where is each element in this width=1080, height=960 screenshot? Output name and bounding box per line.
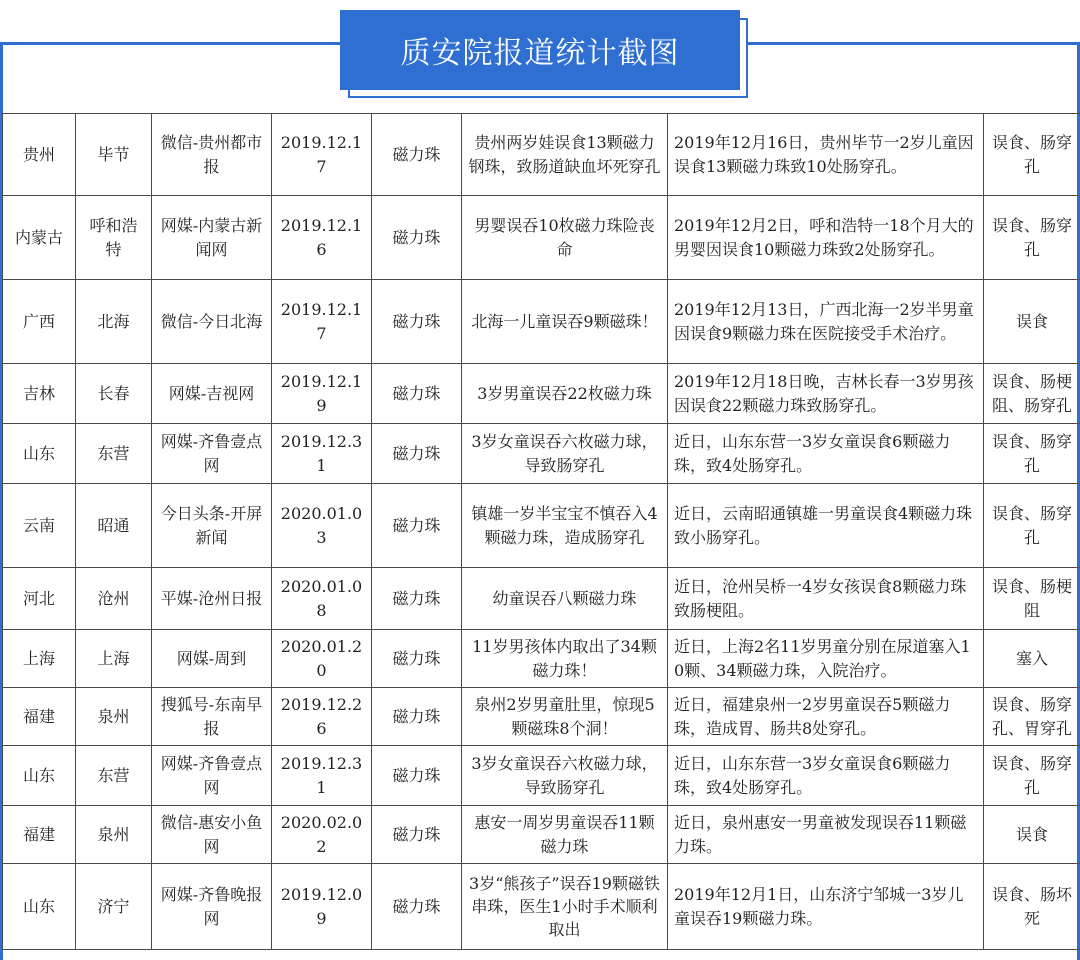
city-cell: 沧州 <box>76 568 152 630</box>
summary-cell: 2019年12月1日，山东济宁邹城一3岁儿童误吞19颗磁力珠。 <box>668 864 984 950</box>
page-title: 质安院报道统计截图 <box>340 10 740 90</box>
table-row <box>3 484 1080 568</box>
city-cell: 泉州 <box>76 806 152 864</box>
headline-cell: 3岁女童误吞六枚磁力球，导致肠穿孔 <box>462 746 668 806</box>
item-cell: 磁力珠 <box>372 484 462 568</box>
source-cell: 网媒-周到 <box>152 630 272 688</box>
category-cell: 误食、肠穿孔 <box>984 484 1080 568</box>
source-cell: 网媒-齐鲁壹点网 <box>152 424 272 484</box>
city-cell: 东营 <box>76 424 152 484</box>
summary-cell: 近日，泉州惠安一男童被发现误吞11颗磁力珠。 <box>668 806 984 864</box>
table-body <box>3 114 1080 950</box>
summary-cell: 近日，福建泉州一2岁男童误吞5颗磁力珠，造成胃、肠共8处穿孔。 <box>668 688 984 746</box>
table-row <box>3 114 1080 196</box>
province-cell: 山东 <box>3 746 76 806</box>
category-cell: 塞入 <box>984 630 1080 688</box>
summary-cell: 近日，沧州吴桥一4岁女孩误食8颗磁力珠致肠梗阻。 <box>668 568 984 630</box>
headline-cell: 3岁“熊孩子”误吞19颗磁铁串珠，医生1小时手术顺利取出 <box>462 864 668 950</box>
category-cell: 误食、肠梗阻、肠穿孔 <box>984 364 1080 424</box>
city-cell: 长春 <box>76 364 152 424</box>
province-cell: 贵州 <box>3 114 76 196</box>
city-cell: 昭通 <box>76 484 152 568</box>
item-cell: 磁力珠 <box>372 864 462 950</box>
item-cell: 磁力珠 <box>372 688 462 746</box>
province-cell: 福建 <box>3 806 76 864</box>
city-cell: 北海 <box>76 280 152 364</box>
province-cell: 福建 <box>3 688 76 746</box>
source-cell: 微信-惠安小鱼网 <box>152 806 272 864</box>
source-cell: 网媒-吉视网 <box>152 364 272 424</box>
headline-cell: 11岁男孩体内取出了34颗磁力珠！ <box>462 630 668 688</box>
source-cell: 平媒-沧州日报 <box>152 568 272 630</box>
source-cell: 网媒-齐鲁壹点网 <box>152 746 272 806</box>
category-cell: 误食、肠穿孔 <box>984 196 1080 280</box>
summary-cell: 近日，上海2名11岁男童分别在尿道塞入10颗、34颗磁力珠，入院治疗。 <box>668 630 984 688</box>
category-cell: 误食、肠坏死 <box>984 864 1080 950</box>
headline-cell: 贵州两岁娃误食13颗磁力钢珠，致肠道缺血坏死穿孔 <box>462 114 668 196</box>
source-cell: 微信-贵州都市报 <box>152 114 272 196</box>
table-row <box>3 806 1080 864</box>
headline-cell: 镇雄一岁半宝宝不慎吞入4颗磁力珠，造成肠穿孔 <box>462 484 668 568</box>
item-cell: 磁力珠 <box>372 630 462 688</box>
headline-cell: 3岁女童误吞六枚磁力球，导致肠穿孔 <box>462 424 668 484</box>
category-cell: 误食、肠穿孔 <box>984 114 1080 196</box>
table-row <box>3 424 1080 484</box>
category-cell: 误食、肠穿孔 <box>984 746 1080 806</box>
table-row <box>3 746 1080 806</box>
province-cell: 云南 <box>3 484 76 568</box>
date-cell: 2020.01.08 <box>272 568 372 630</box>
table-row <box>3 864 1080 950</box>
headline-cell: 北海一儿童误吞9颗磁珠！ <box>462 280 668 364</box>
date-cell: 2019.12.16 <box>272 196 372 280</box>
city-cell: 泉州 <box>76 688 152 746</box>
date-cell: 2019.12.17 <box>272 280 372 364</box>
summary-cell: 2019年12月13日，广西北海一2岁半男童因误食9颗磁力珠在医院接受手术治疗。 <box>668 280 984 364</box>
city-cell: 济宁 <box>76 864 152 950</box>
headline-cell: 幼童误吞八颗磁力珠 <box>462 568 668 630</box>
summary-cell: 2019年12月16日，贵州毕节一2岁儿童因误食13颗磁力珠致10处肠穿孔。 <box>668 114 984 196</box>
date-cell: 2019.12.31 <box>272 746 372 806</box>
summary-cell: 近日，云南昭通镇雄一男童误食4颗磁力珠致小肠穿孔。 <box>668 484 984 568</box>
category-cell: 误食 <box>984 280 1080 364</box>
source-cell: 网媒-齐鲁晚报网 <box>152 864 272 950</box>
table-row <box>3 280 1080 364</box>
headline-cell: 3岁男童误吞22枚磁力珠 <box>462 364 668 424</box>
summary-cell: 2019年12月18日晚，吉林长春一3岁男孩因误食22颗磁力珠致肠穿孔。 <box>668 364 984 424</box>
table-row <box>3 196 1080 280</box>
item-cell: 磁力珠 <box>372 114 462 196</box>
city-cell: 呼和浩特 <box>76 196 152 280</box>
table-row <box>3 630 1080 688</box>
city-cell: 毕节 <box>76 114 152 196</box>
table-row <box>3 688 1080 746</box>
province-cell: 山东 <box>3 864 76 950</box>
date-cell: 2019.12.19 <box>272 364 372 424</box>
headline-cell: 男婴误吞10枚磁力珠险丧命 <box>462 196 668 280</box>
source-cell: 今日头条-开屏新闻 <box>152 484 272 568</box>
item-cell: 磁力珠 <box>372 806 462 864</box>
province-cell: 河北 <box>3 568 76 630</box>
summary-cell: 近日，山东东营一3岁女童误食6颗磁力珠，致4处肠穿孔。 <box>668 424 984 484</box>
table-row <box>3 364 1080 424</box>
date-cell: 2020.02.02 <box>272 806 372 864</box>
province-cell: 广西 <box>3 280 76 364</box>
item-cell: 磁力珠 <box>372 280 462 364</box>
source-cell: 搜狐号-东南早报 <box>152 688 272 746</box>
summary-cell: 近日，山东东营一3岁女童误食6颗磁力珠，致4处肠穿孔。 <box>668 746 984 806</box>
date-cell: 2019.12.09 <box>272 864 372 950</box>
item-cell: 磁力珠 <box>372 424 462 484</box>
city-cell: 上海 <box>76 630 152 688</box>
category-cell: 误食、肠穿孔、胃穿孔 <box>984 688 1080 746</box>
source-cell: 网媒-内蒙古新闻网 <box>152 196 272 280</box>
headline-cell: 惠安一周岁男童误吞11颗磁力珠 <box>462 806 668 864</box>
report-table <box>2 113 1080 950</box>
item-cell: 磁力珠 <box>372 364 462 424</box>
province-cell: 山东 <box>3 424 76 484</box>
date-cell: 2019.12.31 <box>272 424 372 484</box>
category-cell: 误食、肠穿孔 <box>984 424 1080 484</box>
item-cell: 磁力珠 <box>372 568 462 630</box>
date-cell: 2020.01.03 <box>272 484 372 568</box>
category-cell: 误食 <box>984 806 1080 864</box>
city-cell: 东营 <box>76 746 152 806</box>
province-cell: 内蒙古 <box>3 196 76 280</box>
province-cell: 吉林 <box>3 364 76 424</box>
table-row <box>3 568 1080 630</box>
summary-cell: 2019年12月2日，呼和浩特一18个月大的男婴因误食10颗磁力珠致2处肠穿孔。 <box>668 196 984 280</box>
category-cell: 误食、肠梗阻 <box>984 568 1080 630</box>
item-cell: 磁力珠 <box>372 196 462 280</box>
date-cell: 2019.12.26 <box>272 688 372 746</box>
source-cell: 微信-今日北海 <box>152 280 272 364</box>
item-cell: 磁力珠 <box>372 746 462 806</box>
headline-cell: 泉州2岁男童肚里，惊现5颗磁珠8个洞！ <box>462 688 668 746</box>
province-cell: 上海 <box>3 630 76 688</box>
date-cell: 2020.01.20 <box>272 630 372 688</box>
date-cell: 2019.12.17 <box>272 114 372 196</box>
